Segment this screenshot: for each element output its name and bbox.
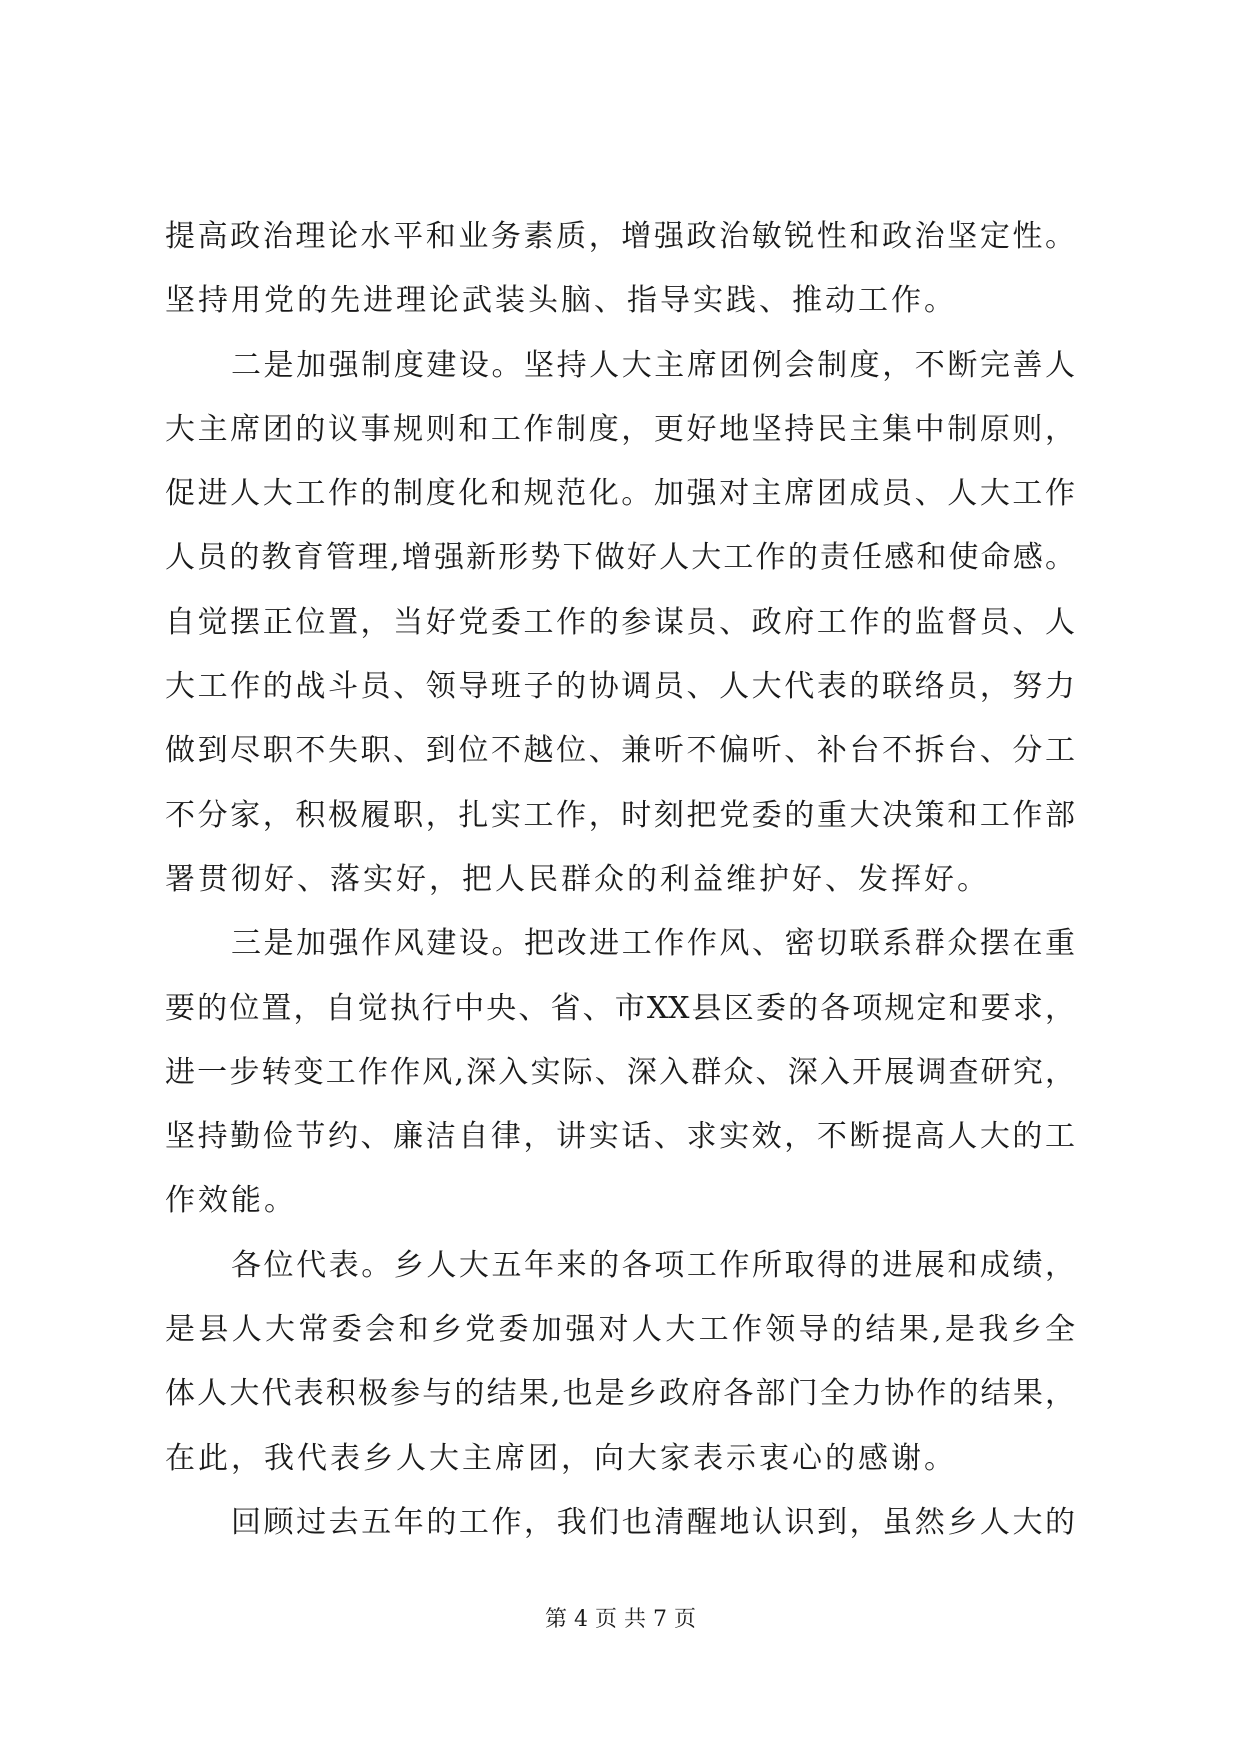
- text-line: 回顾过去五年的工作，我们也清醒地认识到，虽然乡人大的: [231, 1504, 1075, 1540]
- page-footer: [0, 1605, 1241, 1635]
- text-line: 是县人大常委会和乡党委加强对人大工作领导的结果,是我乡全: [165, 1312, 1075, 1348]
- text-line: 署贯彻好、落实好，把人民群众的利益维护好、发挥好。: [165, 861, 990, 897]
- text-line: 人员的教育管理,增强新形势下做好人大工作的责任感和使命感。: [165, 540, 1075, 576]
- text-line: 大主席团的议事规则和工作制度，更好地坚持民主集中制原则，: [165, 411, 1075, 447]
- body-text: [165, 205, 1075, 1555]
- text-line: 作效能。: [165, 1183, 297, 1219]
- text-line: 三是加强作风建设。把改进工作作风、密切联系群众摆在重: [231, 926, 1075, 962]
- text-line: 进一步转变工作作风,深入实际、深入群众、深入开展调查研究，: [165, 1054, 1075, 1090]
- text-line: 做到尽职不失职、到位不越位、兼听不偏听、补台不拆台、分工: [165, 733, 1075, 769]
- text-line: 提高政治理论水平和业务素质，增强政治敏锐性和政治坚定性。: [165, 219, 1075, 254]
- text-line: 要的位置，自觉执行中央、省、市XX县区委的各项规定和要求，: [165, 990, 1075, 1026]
- text-line: 大工作的战斗员、领导班子的协调员、人大代表的联络员，努力: [165, 669, 1075, 705]
- text-line: 坚持用党的先进理论武装头脑、指导实践、推动工作。: [165, 283, 957, 319]
- text-line: 体人大代表积极参与的结果,也是乡政府各部门全力协作的结果，: [165, 1376, 1075, 1412]
- text-line: 自觉摆正位置，当好党委工作的参谋员、政府工作的监督员、人: [165, 604, 1075, 640]
- text-line: 在此，我代表乡人大主席团，向大家表示衷心的感谢。: [165, 1440, 957, 1476]
- text-line: 二是加强制度建设。坚持人大主席团例会制度，不断完善人: [231, 347, 1075, 383]
- page-number: 第 4 页 共 7 页: [545, 1607, 696, 1632]
- text-line: 促进人大工作的制度化和规范化。加强对主席团成员、人大工作: [165, 476, 1075, 512]
- text-line: 坚持勤俭节约、廉洁自律，讲实话、求实效，不断提高人大的工: [165, 1119, 1075, 1155]
- text-line: 各位代表。乡人大五年来的各项工作所取得的进展和成绩，: [231, 1247, 1075, 1283]
- text-line: 不分家，积极履职，扎实工作，时刻把党委的重大决策和工作部: [165, 797, 1075, 833]
